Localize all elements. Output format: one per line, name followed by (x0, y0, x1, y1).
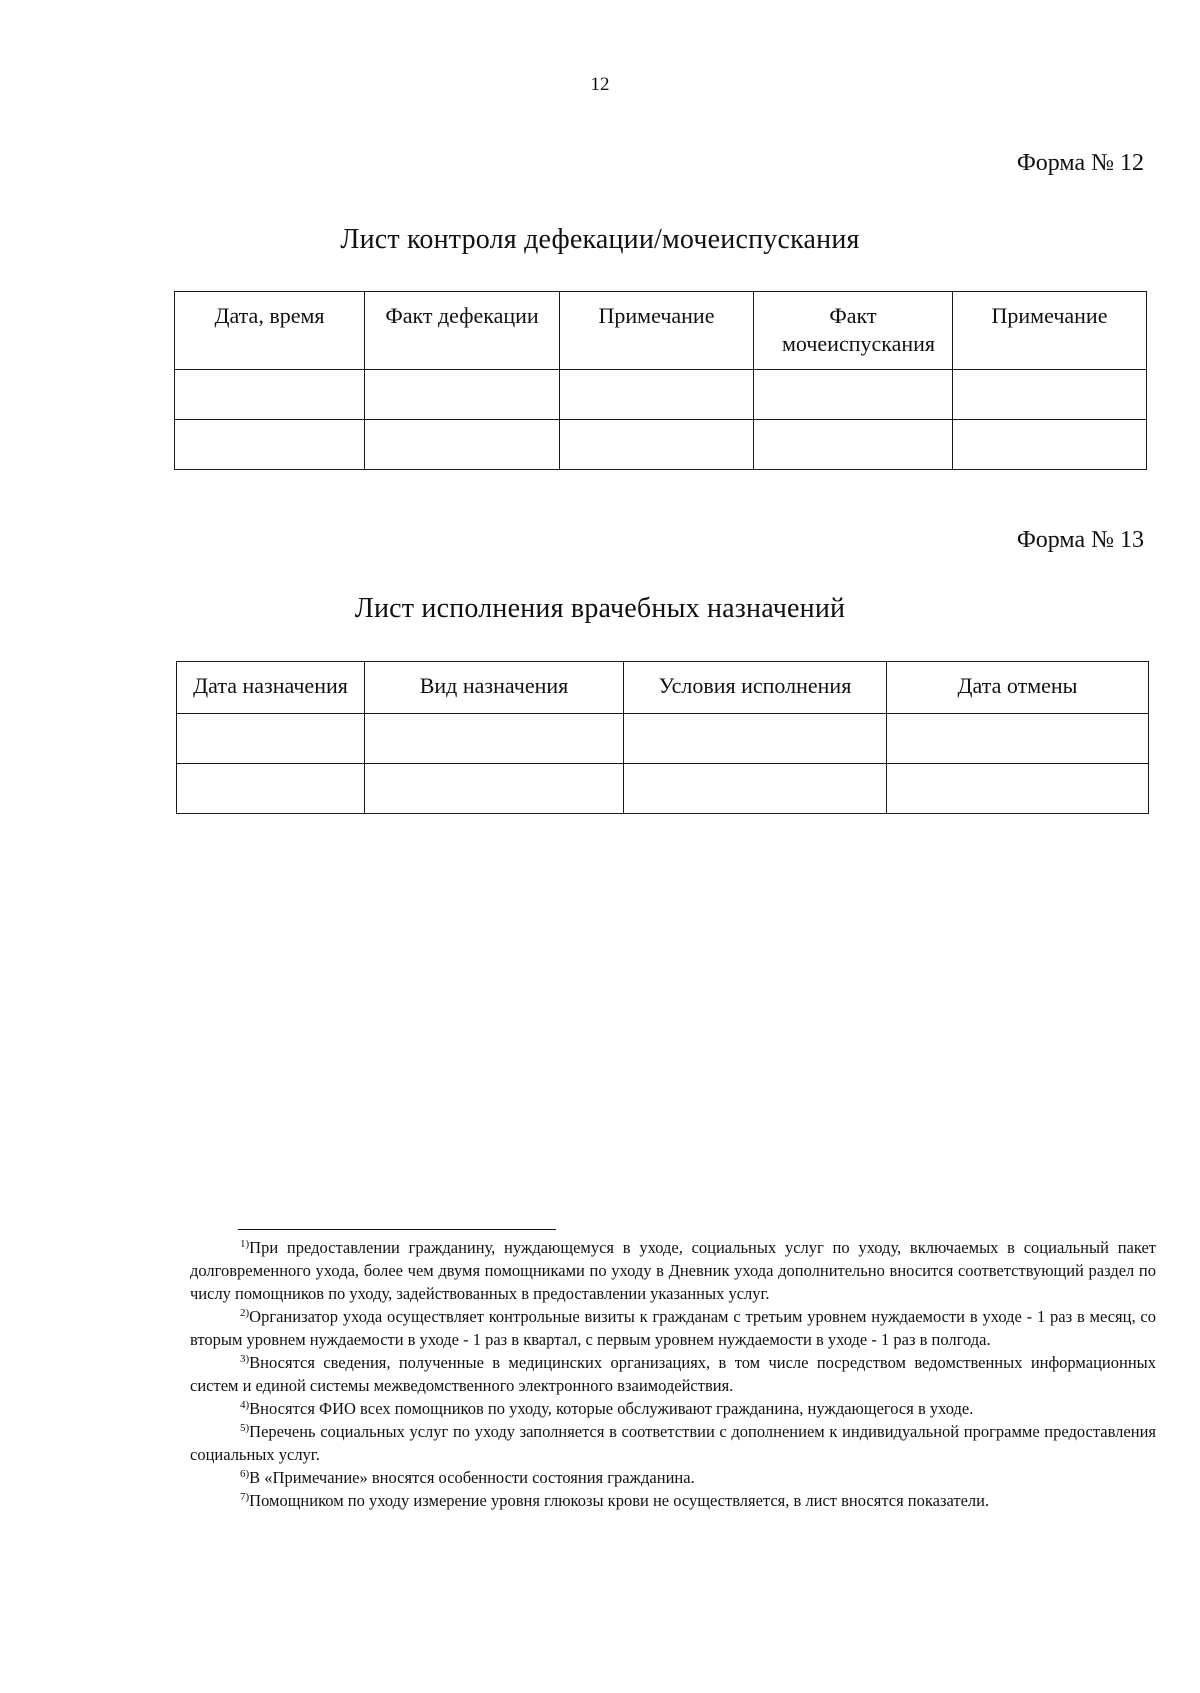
footnote-mark: 3) (240, 1353, 250, 1365)
footnotes (190, 1236, 1156, 1512)
column-header-cancel-date: Дата отмены (887, 662, 1149, 714)
form-12-table (174, 291, 1147, 470)
table-cell[interactable] (953, 370, 1147, 420)
table-cell[interactable] (365, 420, 560, 470)
table-row (177, 714, 1149, 764)
column-header-defecation: Факт дефекации (365, 292, 560, 370)
table-cell[interactable] (953, 420, 1147, 470)
table-cell[interactable] (177, 764, 365, 814)
table-cell[interactable] (175, 370, 365, 420)
table-cell[interactable] (624, 764, 887, 814)
table-cell[interactable] (754, 370, 953, 420)
column-header-urination: Факт мочеиспускания (754, 292, 953, 370)
column-header-date-time: Дата, время (175, 292, 365, 370)
table-cell[interactable] (560, 370, 754, 420)
table-cell[interactable] (177, 714, 365, 764)
table-cell[interactable] (624, 714, 887, 764)
footnote-1 (190, 1236, 1156, 1305)
column-header-assignment-date: Дата назначения (177, 662, 365, 714)
form-13-title: Лист исполнения врачебных назначений (354, 593, 846, 624)
table-cell[interactable] (365, 370, 560, 420)
footnote-text: В «Примечание» вносятся особенности состояния гражданина. (249, 1468, 695, 1487)
table-header-row (175, 292, 1147, 370)
footnote-mark: 1) (240, 1238, 250, 1250)
footnote-mark: 2) (240, 1307, 250, 1319)
form-13-table (176, 661, 1149, 814)
table-cell[interactable] (365, 714, 624, 764)
footnote-text: Организатор ухода осуществляет контрольные визиты к гражданам с третьим уровнем нуждаемости в уходе - 1 раз в месяц, со вторым уровнем нуждаемости в уходе - 1 раз в квартал, с первым уровнем нуждаемости в уходе - 1 раз в полгода. (190, 1307, 1156, 1349)
footnote-2 (190, 1305, 1156, 1351)
footnote-text: При предоставлении гражданину, нуждающемуся в уходе, социальных услуг по уходу, включаемых в социальный пакет долговременного ухода, более чем двумя помощниками по уходу в Дневник ухода дополнительно вносится соответствующий раздел по числу помощников по уходу, задействованных в предоставлении указанных услуг. (190, 1238, 1156, 1303)
table-row (177, 764, 1149, 814)
table-header-row (177, 662, 1149, 714)
column-header-note: Примечание (953, 292, 1147, 370)
footnote-mark: 5) (240, 1422, 250, 1434)
footnote-4 (190, 1397, 1156, 1420)
footnote-text: Вносятся ФИО всех помощников по уходу, которые обслуживают гражданина, нуждающегося в уходе. (249, 1399, 974, 1418)
table-cell[interactable] (887, 714, 1149, 764)
footnote-text: Помощником по уходу измерение уровня глюкозы крови не осуществляется, в лист вносятся показатели. (249, 1491, 990, 1510)
table-row (175, 420, 1147, 470)
table-cell[interactable] (887, 764, 1149, 814)
page-number: 12 (590, 74, 610, 95)
footnote-mark: 7) (240, 1491, 250, 1503)
footnote-mark: 6) (240, 1468, 250, 1480)
table-row (175, 370, 1147, 420)
footnote-5 (190, 1420, 1156, 1466)
footnote-3 (190, 1351, 1156, 1397)
footnote-text: Перечень социальных услуг по уходу заполняется в соответствии с дополнением к индивидуальной программе предоставления социальных услуг. (190, 1422, 1156, 1464)
footnote-6 (190, 1466, 1156, 1489)
table-cell[interactable] (175, 420, 365, 470)
footnote-separator (238, 1229, 556, 1230)
column-header-conditions: Условия исполнения (624, 662, 887, 714)
table-cell[interactable] (560, 420, 754, 470)
table-cell[interactable] (365, 764, 624, 814)
footnote-7 (190, 1489, 1156, 1512)
form-13-label: Форма № 13 (1016, 527, 1144, 553)
footnote-text: Вносятся сведения, полученные в медицинских организациях, в том числе посредством ведомственных информационных систем и единой системы межведомственного электронного взаимодействия. (190, 1353, 1156, 1395)
footnote-mark: 4) (240, 1399, 250, 1411)
column-header-assignment-type: Вид назначения (365, 662, 624, 714)
table-cell[interactable] (754, 420, 953, 470)
form-12-label: Форма № 12 (1016, 150, 1144, 176)
form-12-title: Лист контроля дефекации/мочеиспускания (340, 224, 860, 255)
column-header-note: Примечание (560, 292, 754, 370)
